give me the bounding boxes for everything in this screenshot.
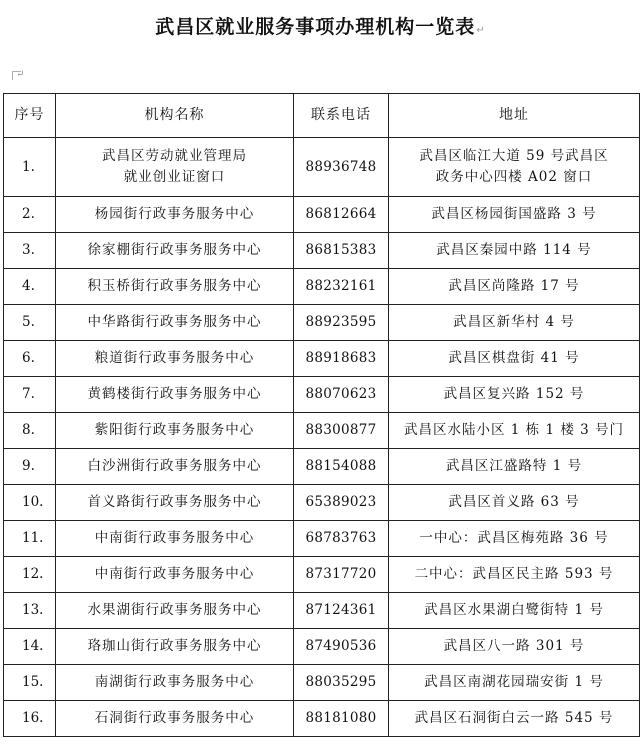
row-address [389, 305, 640, 341]
row-agency-name [56, 701, 294, 737]
row-phone: 86812664 [294, 197, 389, 233]
row-agency-name [56, 557, 294, 593]
row-address [389, 341, 640, 377]
row-index: 15. [4, 665, 56, 701]
agency-name-line: 就业创业证窗口 [123, 169, 226, 185]
row-index: 9. [4, 449, 56, 485]
row-address [389, 413, 640, 449]
paragraph-mark-icon: ↵ [16, 69, 25, 80]
table-row [4, 305, 640, 341]
row-phone: 88918683 [294, 341, 389, 377]
agency-name-line: 徐家棚街行政事务服务中心 [87, 242, 262, 258]
row-address [389, 557, 640, 593]
row-phone: 65389023 [294, 485, 389, 521]
row-index: 14. [4, 629, 56, 665]
agency-name-line: 杨园街行政事务服务中心 [94, 206, 255, 222]
agency-name-line: 水果湖街行政事务服务中心 [87, 602, 262, 618]
row-address [389, 233, 640, 269]
row-index: 12. [4, 557, 56, 593]
row-index: 7. [4, 377, 56, 413]
row-phone: 88070623 [294, 377, 389, 413]
row-agency-name [56, 629, 294, 665]
row-agency-name [56, 521, 294, 557]
agency-name-line: 首义路街行政事务服务中心 [87, 494, 262, 510]
row-agency-name [56, 197, 294, 233]
row-agency-name [56, 305, 294, 341]
agency-name-line: 中华路街行政事务服务中心 [87, 314, 262, 330]
address-line: 武昌区水果湖白鹭街特 1 号 [424, 602, 604, 618]
address-line: 武昌区临江大道 59 号武昌区 [419, 148, 609, 164]
row-address [389, 485, 640, 521]
address-line: 武昌区杨园街国盛路 3 号 [431, 206, 597, 222]
row-phone: 88232161 [294, 269, 389, 305]
address-line: 一中心：武昌区梅苑路 36 号 [419, 530, 609, 546]
table-row [4, 377, 640, 413]
address-line: 二中心：武昌区民主路 593 号 [414, 566, 614, 582]
row-address [389, 521, 640, 557]
row-index: 16. [4, 701, 56, 737]
header-phone: 联系电话 [294, 94, 389, 138]
table-row [4, 593, 640, 629]
agency-name-line: 石洞街行政事务服务中心 [94, 710, 255, 726]
agency-name-line: 武昌区劳动就业管理局 [102, 148, 247, 164]
row-address [389, 449, 640, 485]
table-row [4, 629, 640, 665]
row-phone: 88923595 [294, 305, 389, 341]
agency-name-line: 珞珈山街行政事务服务中心 [87, 638, 262, 654]
row-agency-name [56, 377, 294, 413]
row-phone: 86815383 [294, 233, 389, 269]
table-row [4, 521, 640, 557]
row-address [389, 593, 640, 629]
row-index: 6. [4, 341, 56, 377]
table-row [4, 269, 640, 305]
table-row [4, 233, 640, 269]
address-line: 武昌区首义路 63 号 [448, 494, 580, 510]
document-title: 武昌区就业服务事项办理机构一览表↵ [155, 16, 486, 38]
row-phone: 88035295 [294, 665, 389, 701]
agency-name-line: 南湖街行政事务服务中心 [94, 674, 255, 690]
row-phone: 68783763 [294, 521, 389, 557]
address-line: 政务中心四楼 A02 窗口 [435, 169, 593, 185]
table-row [4, 701, 640, 737]
row-index: 4. [4, 269, 56, 305]
row-address [389, 665, 640, 701]
row-phone: 87124361 [294, 593, 389, 629]
agency-name-line: 黄鹤楼街行政事务服务中心 [87, 386, 262, 402]
address-line: 武昌区复兴路 152 号 [443, 386, 585, 402]
row-address [389, 138, 640, 197]
row-phone: 87490536 [294, 629, 389, 665]
row-agency-name [56, 138, 294, 197]
header-address: 地址 [389, 94, 640, 138]
row-index: 8. [4, 413, 56, 449]
row-index: 1. [4, 138, 56, 197]
row-agency-name [56, 485, 294, 521]
row-agency-name [56, 413, 294, 449]
header-name: 机构名称 [56, 94, 294, 138]
row-address [389, 197, 640, 233]
address-line: 武昌区尚隆路 17 号 [448, 278, 580, 294]
row-index: 10. [4, 485, 56, 521]
table-row [4, 557, 640, 593]
row-index: 13. [4, 593, 56, 629]
row-phone: 88154088 [294, 449, 389, 485]
table-row [4, 138, 640, 197]
table-row [4, 485, 640, 521]
agency-name-line: 粮道街行政事务服务中心 [94, 350, 255, 366]
table-row [4, 197, 640, 233]
row-address [389, 629, 640, 665]
row-index: 5. [4, 305, 56, 341]
address-line: 武昌区新华村 4 号 [453, 314, 575, 330]
row-agency-name [56, 593, 294, 629]
row-agency-name [56, 449, 294, 485]
row-agency-name [56, 341, 294, 377]
address-line: 武昌区棋盘街 41 号 [448, 350, 580, 366]
row-index: 2. [4, 197, 56, 233]
agency-name-line: 中南街行政事务服务中心 [94, 566, 255, 582]
table-row [4, 341, 640, 377]
table-row [4, 665, 640, 701]
row-phone: 87317720 [294, 557, 389, 593]
agency-name-line: 中南街行政事务服务中心 [94, 530, 255, 546]
row-agency-name [56, 665, 294, 701]
row-index: 11. [4, 521, 56, 557]
table-row [4, 449, 640, 485]
address-line: 武昌区江盛路特 1 号 [445, 458, 583, 474]
agency-name-line: 积玉桥街行政事务服务中心 [87, 278, 262, 294]
row-phone: 88181080 [294, 701, 389, 737]
address-line: 武昌区南湖花园瑞安街 1 号 [424, 674, 604, 690]
row-agency-name [56, 269, 294, 305]
address-line: 武昌区秦园中路 114 号 [436, 242, 592, 258]
header-index: 序号 [4, 94, 56, 138]
row-phone: 88300877 [294, 413, 389, 449]
agency-table [3, 93, 640, 737]
row-address [389, 377, 640, 413]
table-row [4, 413, 640, 449]
row-address [389, 269, 640, 305]
address-line: 武昌区水陆小区 1 栋 1 楼 3 号门 [403, 422, 624, 438]
agency-name-line: 白沙洲街行政事务服务中心 [87, 458, 262, 474]
row-agency-name [56, 233, 294, 269]
row-address [389, 701, 640, 737]
address-line: 武昌区石洞街白云一路 545 号 [414, 710, 614, 726]
row-phone: 88936748 [294, 138, 389, 197]
row-index: 3. [4, 233, 56, 269]
table-header-row [4, 94, 640, 138]
address-line: 武昌区八一路 301 号 [443, 638, 585, 654]
agency-name-line: 紫阳街行政事务服务中心 [94, 422, 255, 438]
